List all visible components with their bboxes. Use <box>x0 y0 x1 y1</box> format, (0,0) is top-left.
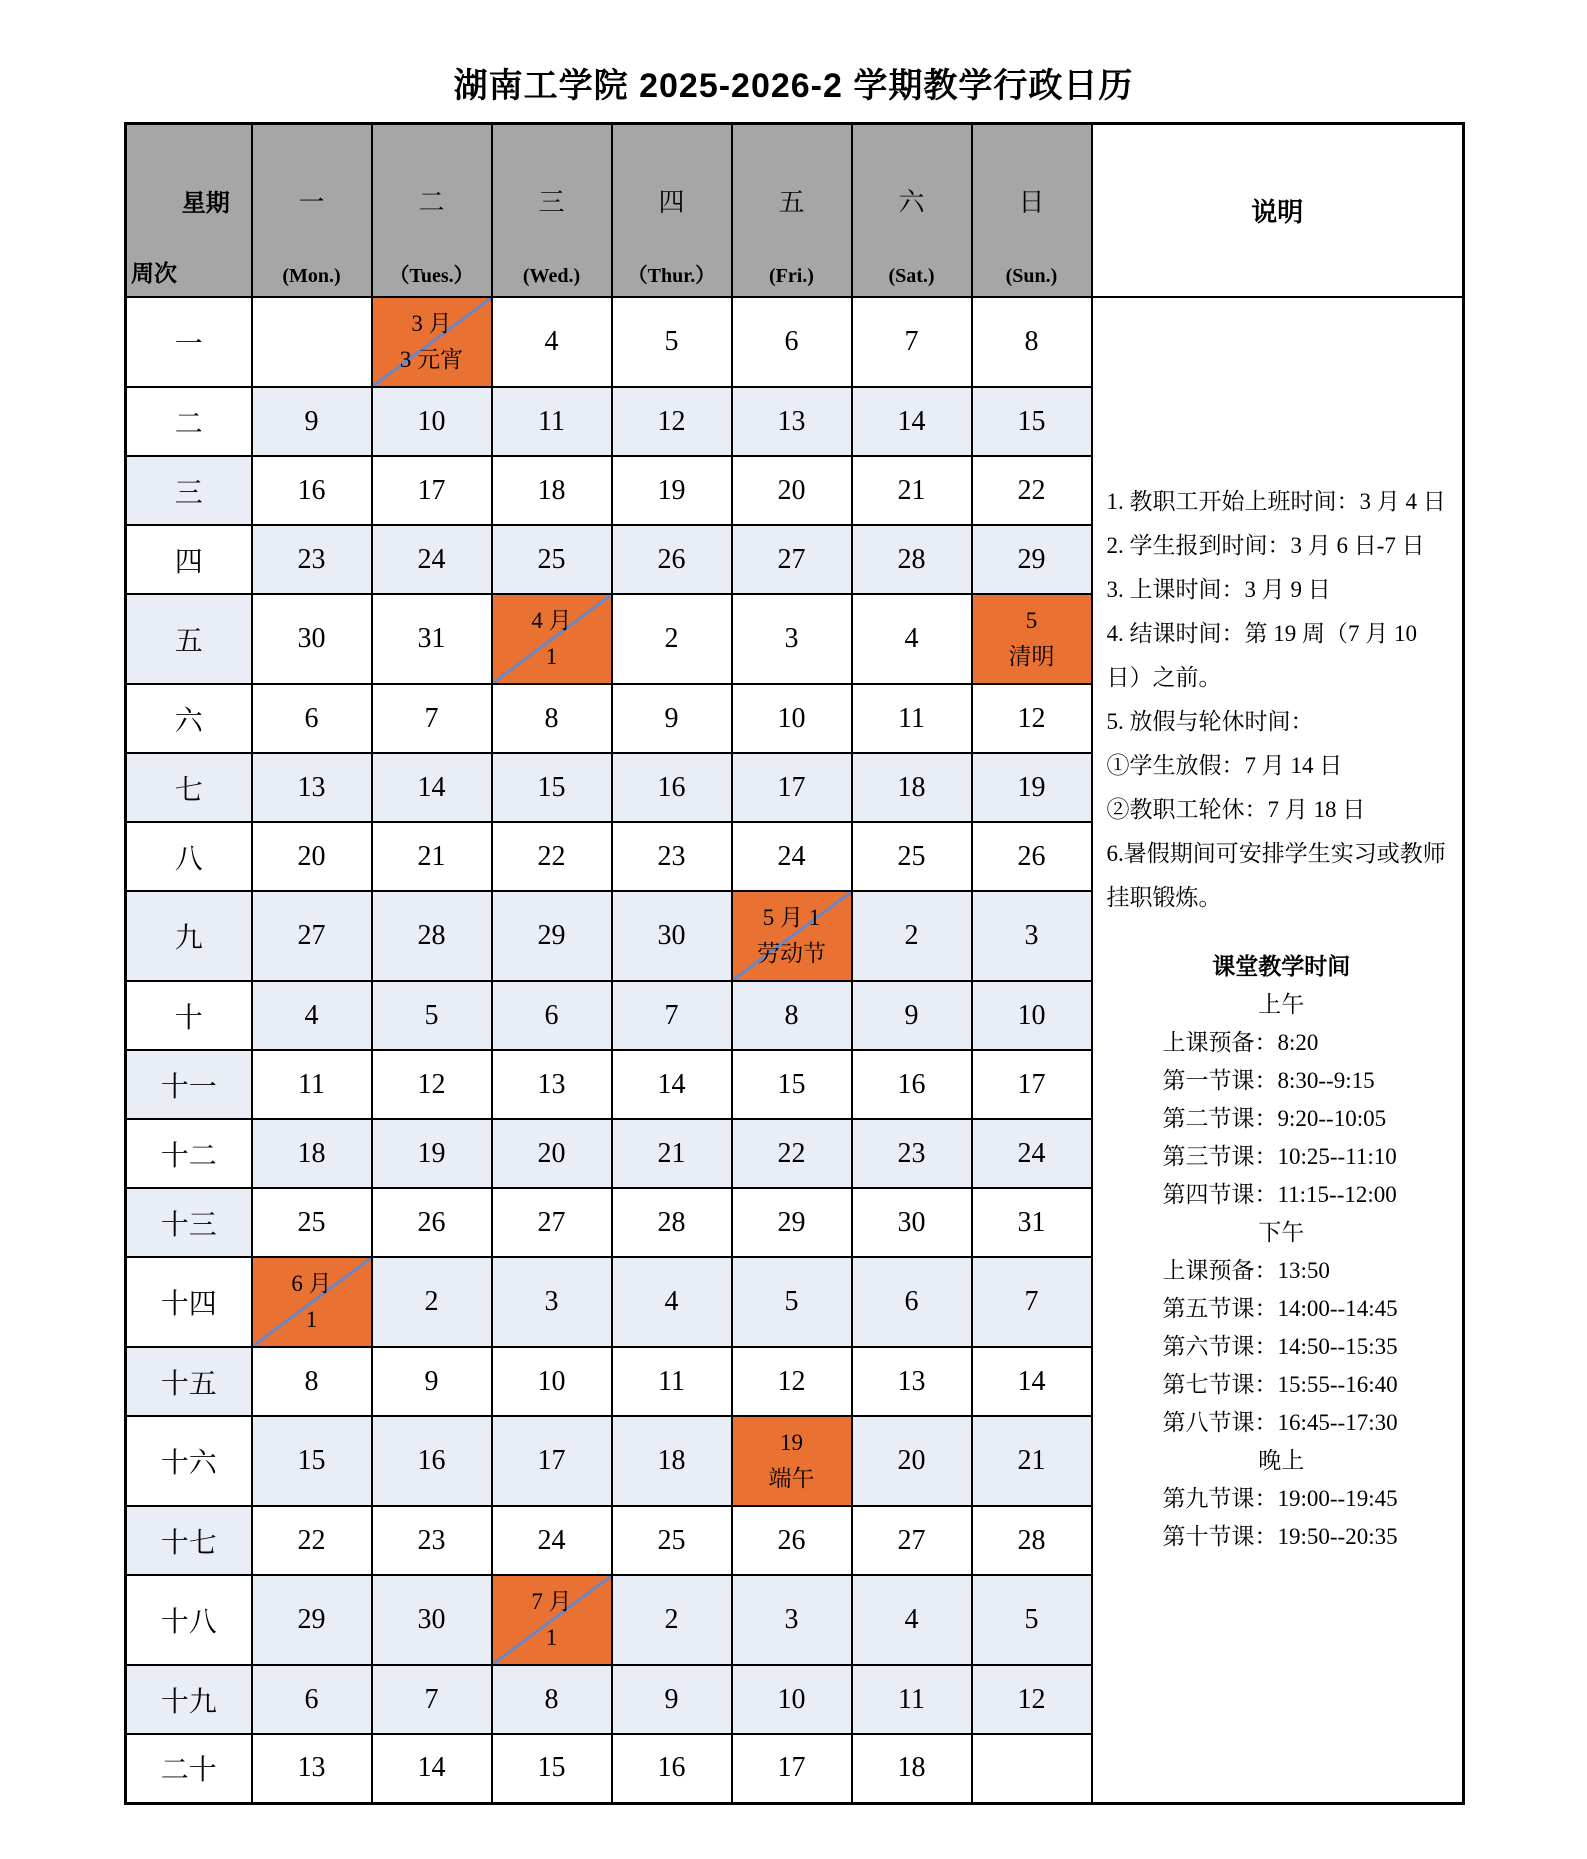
week-label-cell: 十四 <box>126 1257 252 1347</box>
schedule-line: 第七节课：15:55--16:40 <box>1162 1372 1398 1397</box>
calendar-day-cell: 29 <box>252 1575 372 1665</box>
calendar-day-cell: 26 <box>972 822 1092 891</box>
schedule-line: 第六节课：14:50--15:35 <box>1162 1334 1398 1359</box>
calendar-day-cell: 2 <box>372 1257 492 1347</box>
day-header-cn-label: 日 <box>1018 188 1045 217</box>
calendar-day-cell: 20 <box>252 822 372 891</box>
calendar-day-cell: 31 <box>372 594 492 684</box>
calendar-day-cell: 16 <box>612 1734 732 1803</box>
calendar-day-cell: 31 <box>972 1188 1092 1257</box>
calendar-day-cell: 6 <box>852 1257 972 1347</box>
calendar-day-cell: 13 <box>252 753 372 822</box>
calendar-day-cell: 5 <box>972 1575 1092 1665</box>
calendar-day-cell: 12 <box>612 387 732 456</box>
calendar-week-row <box>126 297 1464 387</box>
calendar-day-cell: 11 <box>852 684 972 753</box>
calendar-day-cell: 8 <box>492 684 612 753</box>
calendar-day-cell: 26 <box>612 525 732 594</box>
calendar-day-cell: 27 <box>732 525 852 594</box>
calendar-day-cell: 17 <box>972 1050 1092 1119</box>
week-label-cell: 七 <box>126 753 252 822</box>
calendar-day-cell: 25 <box>252 1188 372 1257</box>
calendar-day-cell: 10 <box>972 981 1092 1050</box>
day-header-cell <box>372 124 492 298</box>
calendar-day-cell: 25 <box>612 1506 732 1575</box>
week-label-cell: 十六 <box>126 1416 252 1506</box>
calendar-day-cell: 3 <box>732 594 852 684</box>
day-header-cell <box>612 124 732 298</box>
holiday-cell-content <box>493 595 611 683</box>
schedule-line: 第三节课：10:25--11:10 <box>1162 1144 1397 1169</box>
week-label-cell: 十二 <box>126 1119 252 1188</box>
schedule-line: 第十节课：19:50--20:35 <box>1162 1524 1398 1549</box>
day-header-cn-label: 四 <box>658 188 685 217</box>
calendar-day-cell: 22 <box>732 1119 852 1188</box>
weekday-corner-label: 星期 <box>181 191 230 217</box>
calendar-day-cell: 8 <box>732 981 852 1050</box>
calendar-day-cell: 5 <box>612 297 732 387</box>
holiday-month-label: 7 月 <box>531 1588 572 1614</box>
week-label-cell: 六 <box>126 684 252 753</box>
day-header-cell <box>732 124 852 298</box>
calendar-day-cell: 21 <box>372 822 492 891</box>
calendar-day-cell: 16 <box>372 1416 492 1506</box>
schedule-line: 第九节课：19:00--19:45 <box>1162 1486 1398 1511</box>
day-header-en-label: (Sun.) <box>1005 265 1058 287</box>
calendar-day-cell: 22 <box>252 1506 372 1575</box>
holiday-cell-content <box>493 1576 611 1664</box>
calendar-day-cell: 9 <box>252 387 372 456</box>
calendar-day-cell: 30 <box>612 891 732 981</box>
calendar-day-cell: 25 <box>852 822 972 891</box>
holiday-day-label: 1 <box>305 1307 318 1333</box>
holiday-month-label: 5 月 1 <box>762 904 821 930</box>
holiday-month-label: 6 月 <box>291 1270 332 1296</box>
calendar-day-cell: 17 <box>372 456 492 525</box>
calendar-day-cell: 23 <box>372 1506 492 1575</box>
day-header-en-label: (Sat.) <box>888 265 935 287</box>
schedule-line: 第一节课：8:30--9:15 <box>1162 1068 1375 1093</box>
note-item: 1. 教职工开始上班时间：3 月 4 日 <box>1106 489 1446 514</box>
day-header-en-label: (Mon.) <box>282 265 341 287</box>
calendar-day-cell: 28 <box>852 525 972 594</box>
calendar-day-cell: 22 <box>492 822 612 891</box>
calendar-day-cell: 11 <box>492 387 612 456</box>
note-item: ②教职工轮休：7 月 18 日 <box>1106 797 1366 822</box>
calendar-day-cell: 11 <box>612 1347 732 1416</box>
calendar-day-cell: 7 <box>372 1665 492 1734</box>
calendar-day-cell: 15 <box>732 1050 852 1119</box>
holiday-day-label: 劳动节 <box>757 941 826 967</box>
week-label-cell: 十五 <box>126 1347 252 1416</box>
calendar-day-cell: 22 <box>972 456 1092 525</box>
calendar-day-cell: 28 <box>612 1188 732 1257</box>
calendar-day-cell: 25 <box>492 525 612 594</box>
calendar-day-cell: 15 <box>492 1734 612 1803</box>
calendar-day-cell: 3 <box>732 1575 852 1665</box>
notes-body <box>1093 298 1463 1556</box>
calendar-day-cell: 21 <box>612 1119 732 1188</box>
calendar-day-cell: 6 <box>732 297 852 387</box>
day-header-wrap <box>253 125 371 296</box>
calendar-day-cell: 14 <box>612 1050 732 1119</box>
class-schedule <box>1107 948 1457 1556</box>
corner-header-cell <box>126 124 252 298</box>
calendar-day-cell: 16 <box>852 1050 972 1119</box>
day-header-wrap <box>853 125 971 296</box>
holiday-cell-content <box>253 1258 371 1346</box>
calendar-day-cell: 24 <box>372 525 492 594</box>
calendar-day-cell: 17 <box>492 1416 612 1506</box>
calendar-day-cell: 12 <box>972 1665 1092 1734</box>
calendar-day-cell: 11 <box>252 1050 372 1119</box>
calendar-day-cell: 17 <box>732 1734 852 1803</box>
calendar-day-cell: 2 <box>852 891 972 981</box>
calendar-day-cell <box>372 297 492 387</box>
week-label-cell: 十九 <box>126 1665 252 1734</box>
holiday-cell-content <box>733 892 851 980</box>
calendar-day-cell: 12 <box>732 1347 852 1416</box>
week-label-cell: 十八 <box>126 1575 252 1665</box>
calendar-day-cell: 23 <box>612 822 732 891</box>
day-header-cn-label: 二 <box>418 188 445 217</box>
schedule-title: 课堂教学时间 <box>1212 954 1351 979</box>
calendar-header-row <box>126 124 1464 298</box>
calendar-day-cell: 14 <box>372 753 492 822</box>
calendar-body <box>126 297 1464 1803</box>
calendar-day-cell: 27 <box>252 891 372 981</box>
calendar-day-cell: 7 <box>852 297 972 387</box>
note-item: 4. 结课时间：第 19 周（7 月 10 日）之前。 <box>1106 621 1417 690</box>
holiday-cell-content <box>373 298 491 386</box>
note-item: 5. 放假与轮休时间： <box>1106 709 1314 734</box>
calendar-day-cell <box>252 1257 372 1347</box>
calendar-day-cell: 18 <box>852 753 972 822</box>
week-label-cell: 四 <box>126 525 252 594</box>
calendar-day-cell: 23 <box>852 1119 972 1188</box>
day-header-en-label: (Fri.) <box>769 265 814 287</box>
calendar-day-cell <box>732 891 852 981</box>
note-item: ①学生放假：7 月 14 日 <box>1106 753 1343 778</box>
calendar-day-cell: 30 <box>852 1188 972 1257</box>
holiday-cell-content <box>973 595 1091 683</box>
calendar-day-cell <box>732 1416 852 1506</box>
day-header-en-label: (Wed.) <box>522 265 581 287</box>
calendar-day-cell: 15 <box>252 1416 372 1506</box>
weeknum-corner-label: 周次 <box>131 261 177 286</box>
calendar-day-cell: 26 <box>372 1188 492 1257</box>
calendar-day-cell: 21 <box>852 456 972 525</box>
calendar-day-cell: 10 <box>732 684 852 753</box>
day-header-cn-label: 三 <box>538 188 565 217</box>
day-header-cell <box>972 124 1092 298</box>
calendar-day-cell: 10 <box>492 1347 612 1416</box>
calendar-table <box>124 122 1465 1805</box>
schedule-line: 上课预备：8:20 <box>1162 1030 1319 1055</box>
calendar-day-cell: 23 <box>252 525 372 594</box>
calendar-day-cell: 29 <box>492 891 612 981</box>
calendar-day-cell: 9 <box>372 1347 492 1416</box>
calendar-day-cell: 15 <box>972 387 1092 456</box>
calendar-day-cell: 6 <box>492 981 612 1050</box>
calendar-day-cell <box>972 1734 1092 1803</box>
notes-body-cell <box>1092 297 1464 1803</box>
calendar-day-cell: 5 <box>732 1257 852 1347</box>
calendar-day-cell: 24 <box>732 822 852 891</box>
schedule-line: 第五节课：14:00--14:45 <box>1162 1296 1398 1321</box>
calendar-day-cell: 14 <box>972 1347 1092 1416</box>
holiday-day-label: 1 <box>545 1625 558 1651</box>
calendar-day-cell <box>972 594 1092 684</box>
calendar-day-cell: 10 <box>732 1665 852 1734</box>
calendar-day-cell: 18 <box>612 1416 732 1506</box>
week-label-cell: 十一 <box>126 1050 252 1119</box>
calendar-day-cell: 4 <box>852 594 972 684</box>
note-item: 2. 学生报到时间：3 月 6 日-7 日 <box>1106 533 1425 558</box>
calendar-day-cell: 16 <box>252 456 372 525</box>
holiday-month-label: 4 月 <box>531 607 572 633</box>
calendar-day-cell <box>252 297 372 387</box>
week-label-cell: 二 <box>126 387 252 456</box>
day-header-en-label: （Thur.） <box>627 265 716 287</box>
week-label-cell: 十七 <box>126 1506 252 1575</box>
calendar-day-cell: 28 <box>372 891 492 981</box>
calendar-day-cell: 18 <box>252 1119 372 1188</box>
week-label-cell: 二十 <box>126 1734 252 1803</box>
calendar-day-cell: 21 <box>972 1416 1092 1506</box>
calendar-day-cell: 13 <box>732 387 852 456</box>
day-header-wrap <box>373 125 491 296</box>
schedule-section-label: 上午 <box>1258 992 1305 1017</box>
calendar-day-cell: 20 <box>492 1119 612 1188</box>
calendar-day-cell: 7 <box>972 1257 1092 1347</box>
calendar-day-cell: 29 <box>732 1188 852 1257</box>
week-label-cell: 一 <box>126 297 252 387</box>
schedule-line: 第二节课：9:20--10:05 <box>1162 1106 1387 1131</box>
calendar-day-cell: 8 <box>252 1347 372 1416</box>
calendar-day-cell: 24 <box>972 1119 1092 1188</box>
holiday-month-label: 5 <box>1025 607 1038 633</box>
day-header-wrap <box>493 125 611 296</box>
calendar-day-cell <box>492 1575 612 1665</box>
day-header-wrap <box>613 125 731 296</box>
calendar-day-cell: 24 <box>492 1506 612 1575</box>
day-header-cn-label: 五 <box>778 188 805 217</box>
holiday-month-label: 19 <box>780 1429 803 1455</box>
calendar-day-cell: 28 <box>972 1506 1092 1575</box>
calendar-day-cell: 30 <box>252 594 372 684</box>
schedule-line: 第八节课：16:45--17:30 <box>1162 1410 1398 1435</box>
week-label-cell: 十 <box>126 981 252 1050</box>
schedule-line: 上课预备：13:50 <box>1162 1258 1330 1283</box>
calendar-day-cell: 19 <box>612 456 732 525</box>
calendar-day-cell: 20 <box>852 1416 972 1506</box>
calendar-day-cell: 27 <box>492 1188 612 1257</box>
day-header-cell <box>492 124 612 298</box>
calendar-day-cell: 29 <box>972 525 1092 594</box>
calendar-day-cell: 13 <box>852 1347 972 1416</box>
calendar-day-cell: 17 <box>732 753 852 822</box>
calendar-day-cell: 11 <box>852 1665 972 1734</box>
schedule-section-label: 下午 <box>1258 1220 1305 1245</box>
calendar-day-cell: 20 <box>732 456 852 525</box>
calendar-day-cell: 18 <box>852 1734 972 1803</box>
holiday-cell-content <box>733 1417 851 1505</box>
day-header-cell <box>252 124 372 298</box>
calendar-day-cell: 12 <box>372 1050 492 1119</box>
calendar-day-cell: 4 <box>252 981 372 1050</box>
calendar-day-cell: 3 <box>972 891 1092 981</box>
schedule-section-label: 晚上 <box>1258 1448 1305 1473</box>
notes-header-cell <box>1092 124 1464 298</box>
calendar-day-cell: 4 <box>852 1575 972 1665</box>
calendar-day-cell: 4 <box>612 1257 732 1347</box>
note-item: 6.暑假期间可安排学生实习或教师挂职锻炼。 <box>1106 841 1446 910</box>
calendar-day-cell: 7 <box>612 981 732 1050</box>
calendar-day-cell: 2 <box>612 1575 732 1665</box>
week-label-cell: 十三 <box>126 1188 252 1257</box>
holiday-day-label: 3 元宵 <box>399 347 464 373</box>
calendar-day-cell: 9 <box>612 684 732 753</box>
note-item: 3. 上课时间：3 月 9 日 <box>1106 577 1331 602</box>
calendar-day-cell: 26 <box>732 1506 852 1575</box>
week-label-cell: 九 <box>126 891 252 981</box>
calendar-day-cell: 9 <box>612 1665 732 1734</box>
notes-header-label: 说明 <box>1251 198 1304 227</box>
calendar-day-cell: 2 <box>612 594 732 684</box>
day-header-cn-label: 六 <box>898 188 925 217</box>
calendar-day-cell <box>492 594 612 684</box>
calendar-day-cell: 30 <box>372 1575 492 1665</box>
holiday-day-label: 1 <box>545 644 558 670</box>
calendar-day-cell: 18 <box>492 456 612 525</box>
calendar-day-cell: 8 <box>972 297 1092 387</box>
calendar-day-cell: 16 <box>612 753 732 822</box>
calendar-day-cell: 12 <box>972 684 1092 753</box>
calendar-day-cell: 19 <box>372 1119 492 1188</box>
calendar-day-cell: 19 <box>972 753 1092 822</box>
day-header-en-label: （Tues.） <box>389 265 474 287</box>
holiday-day-label: 清明 <box>1008 644 1055 670</box>
week-label-cell: 八 <box>126 822 252 891</box>
calendar-day-cell: 9 <box>852 981 972 1050</box>
calendar-day-cell: 4 <box>492 297 612 387</box>
holiday-month-label: 3 月 <box>411 310 452 336</box>
calendar-day-cell: 14 <box>372 1734 492 1803</box>
schedule-line: 第四节课：11:15--12:00 <box>1162 1182 1397 1207</box>
week-label-cell: 三 <box>126 456 252 525</box>
calendar-day-cell: 8 <box>492 1665 612 1734</box>
week-label-cell: 五 <box>126 594 252 684</box>
day-header-cn-label: 一 <box>298 188 325 217</box>
day-header-wrap <box>973 125 1091 296</box>
calendar-day-cell: 14 <box>852 387 972 456</box>
calendar-day-cell: 13 <box>252 1734 372 1803</box>
calendar-day-cell: 15 <box>492 753 612 822</box>
calendar-day-cell: 6 <box>252 684 372 753</box>
calendar-day-cell: 13 <box>492 1050 612 1119</box>
calendar-day-cell: 27 <box>852 1506 972 1575</box>
calendar-day-cell: 3 <box>492 1257 612 1347</box>
page-title: 湖南工学院 2025-2026-2 学期教学行政日历 <box>453 67 1134 105</box>
holiday-day-label: 端午 <box>768 1466 815 1492</box>
corner-wrap <box>127 125 251 296</box>
calendar-day-cell: 10 <box>372 387 492 456</box>
calendar-day-cell: 6 <box>252 1665 372 1734</box>
calendar-day-cell: 5 <box>372 981 492 1050</box>
calendar-day-cell: 7 <box>372 684 492 753</box>
day-header-wrap <box>733 125 851 296</box>
day-header-cell <box>852 124 972 298</box>
